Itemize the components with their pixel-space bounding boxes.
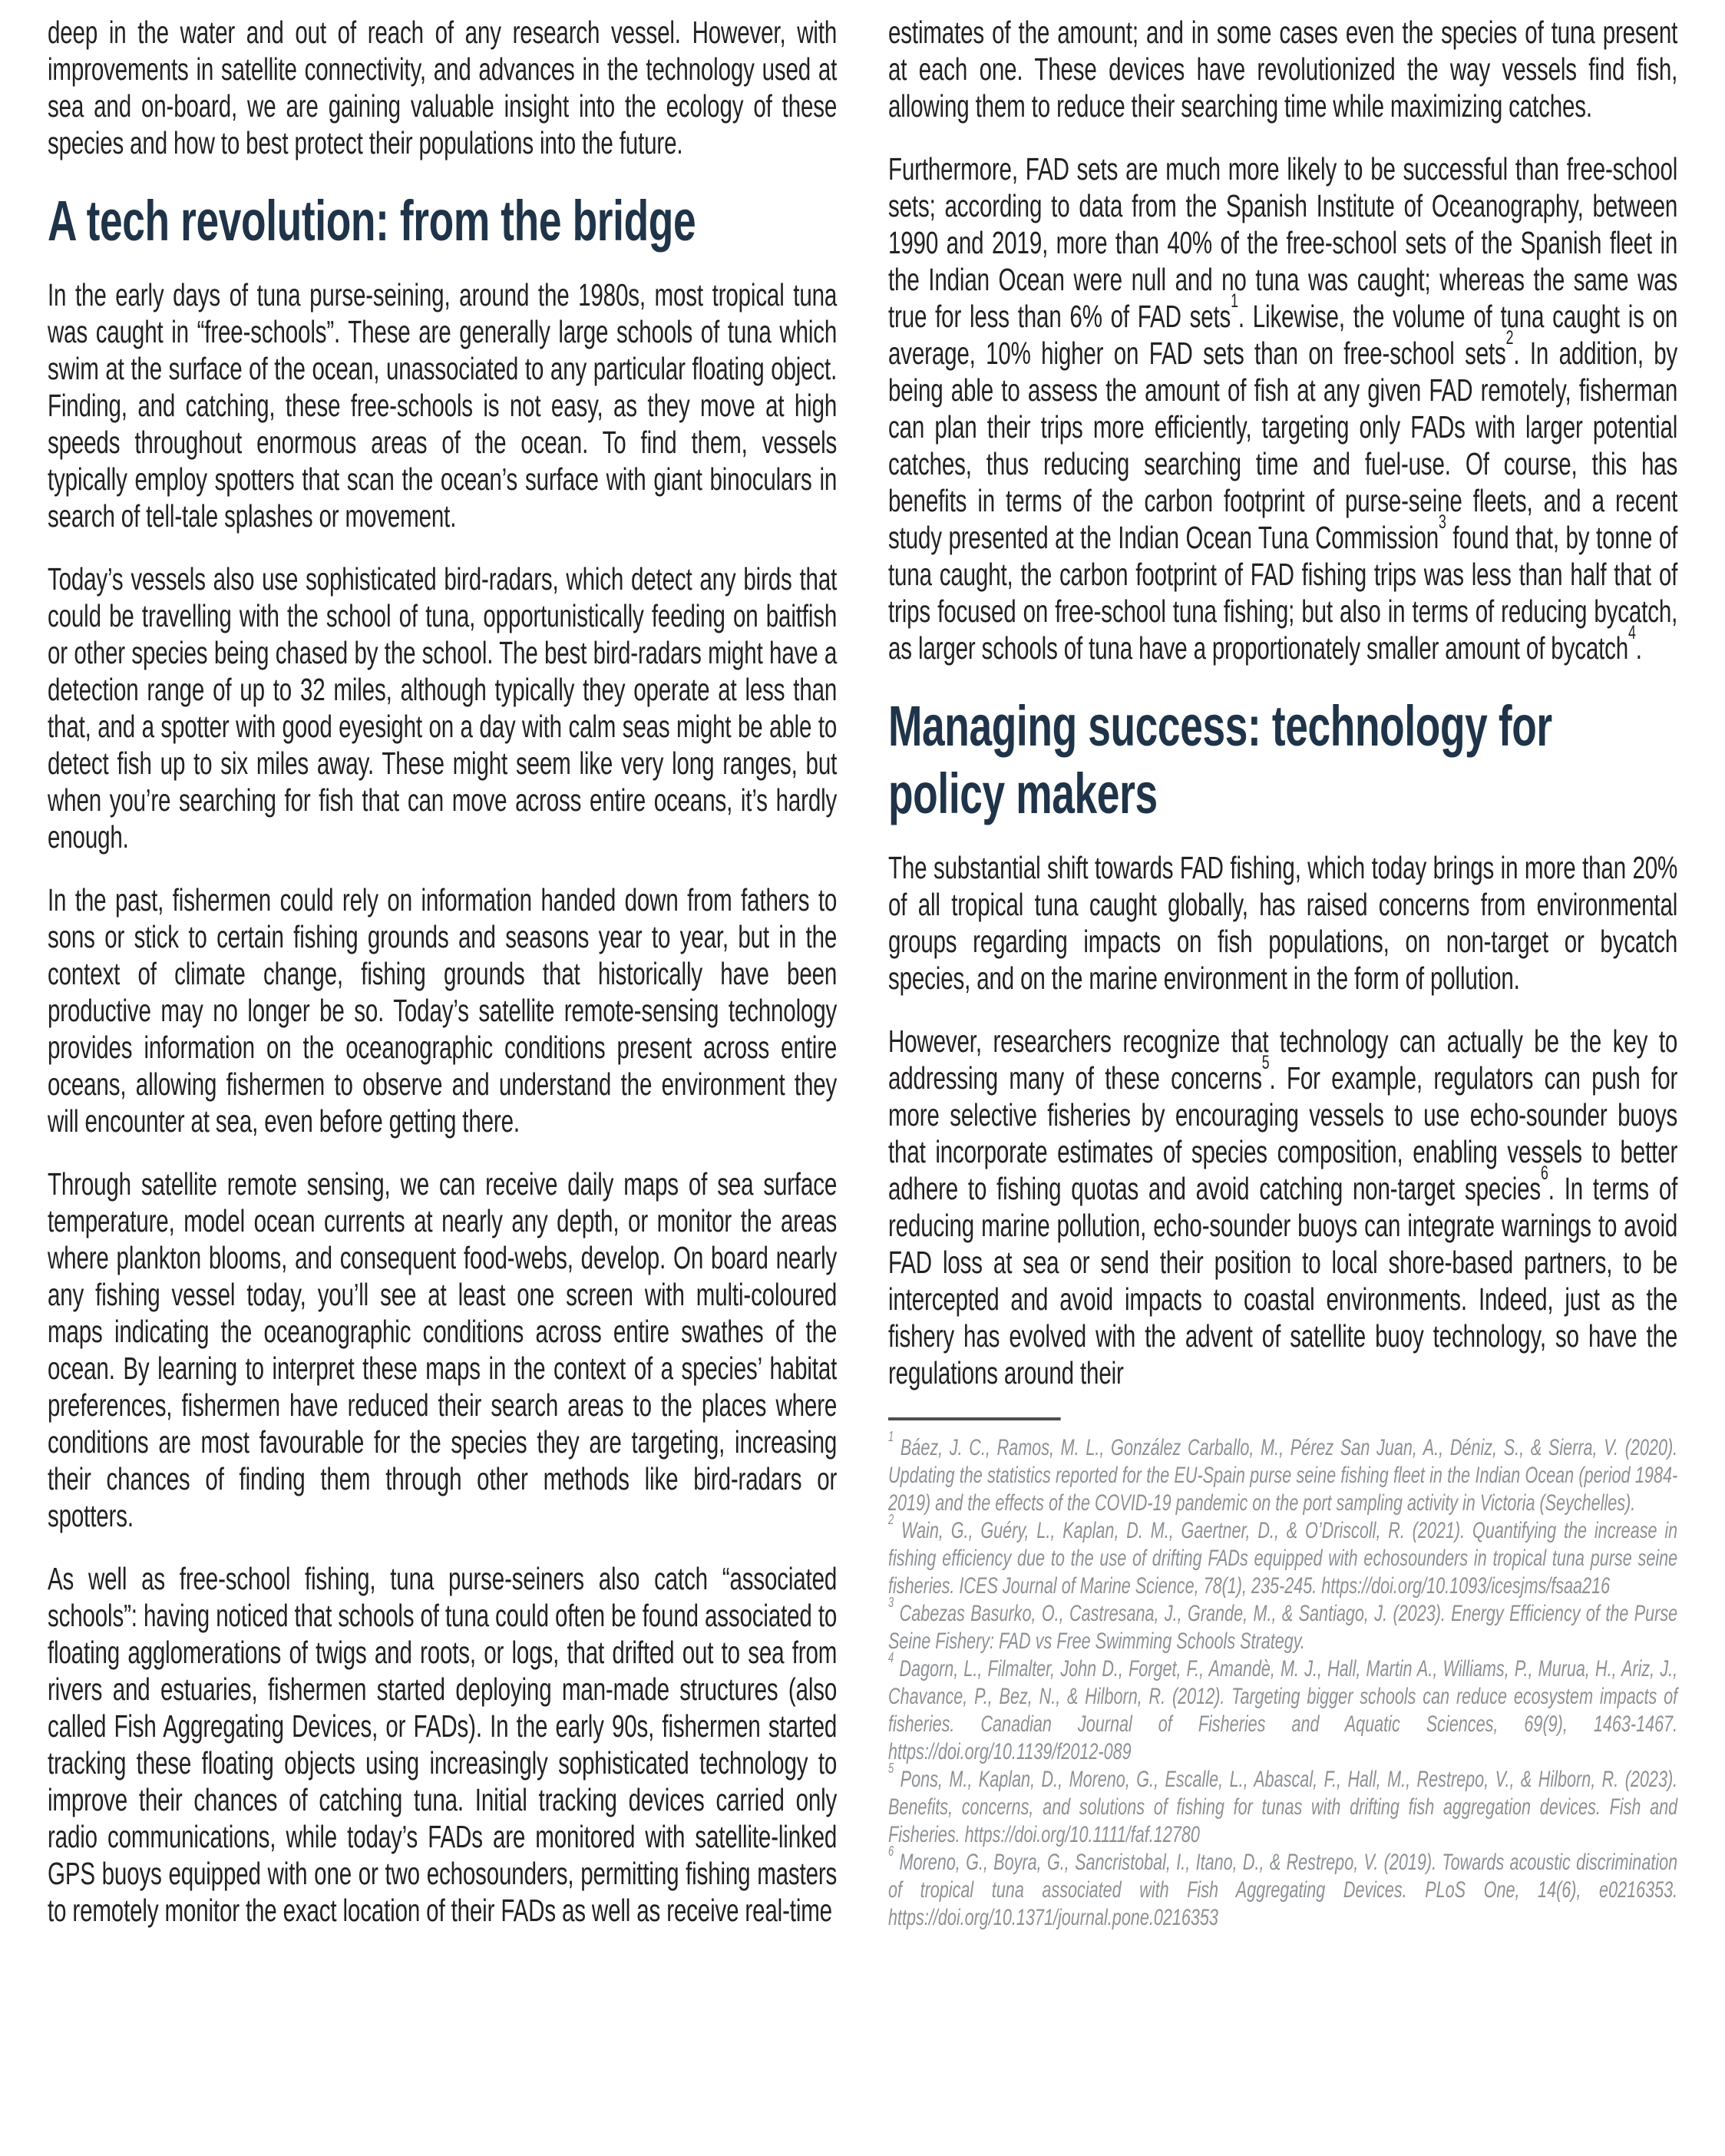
footnote-2 (888, 1511, 1678, 1600)
footnote-marker-6: 6 (888, 1843, 894, 1859)
footnote-text: Báez, J. C., Ramos, M. L., González Carballo, M., Pérez San Juan, A., Déniz, S., & Sierra, V. (2020). Updating the statistics reported for the EU-Spain purse seine fishing fleet in the Indian Ocean (period 1984-2019) and the effects of the COVID-19 pandemic on the port sampling activity in Victoria (Seychelles). (888, 1435, 1678, 1516)
footnote-text: Cabezas Basurko, O., Castresana, J., Grande, M., & Santiago, J. (2023). Energy Efficiency of the Purse Seine Fishery: FAD vs Free Swimming Schools Strategy. (888, 1601, 1678, 1654)
footnote-reference-2: 2 (1505, 328, 1514, 349)
paragraph-substantial-shift: The substantial shift towards FAD fishing, which today brings in more than 20% of all tropical tuna caught globally, has raised concerns from environmental groups regarding impacts on fish populations, on non-target or bycatch species, and on the marine environment in the form of pollution. (888, 850, 1678, 996)
footnote-reference-1: 1 (1231, 291, 1238, 312)
paragraph-estimates: estimates of the amount; and in some cases even the species of tuna present at each one. These devices have revolutionized the way vessels find fish, allowing them to reduce their searching time while maximizing catches. (888, 15, 1678, 124)
paragraph-associated-schools: As well as free-school fishing, tuna purse-seiners also catch “associated schools”: having noticed that schools of tuna could often be found associated to floating agglomerations of twigs and roots, or logs, that drifted out to sea from rivers and estuaries, fishermen started deploying man-made structures (also called Fish Aggregating Devices, or FADs). In the early 90s, fishermen started tracking these floating objects using increasingly sophisticated technology to improve their chances of catching tuna. Initial tracking devices carried only radio communications, while today’s FADs are monitored with satellite-linked GPS buoys equipped with one or two echosounders, permitting fishing masters to remotely monitor the exact location of their FADs as well as receive real-time (48, 1561, 838, 1928)
footnote-reference-6: 6 (1541, 1163, 1548, 1185)
footnote-3 (888, 1594, 1678, 1655)
footnote-reference-3: 3 (1439, 512, 1446, 534)
left-column-content (48, 0, 837, 1929)
footnote-marker-2: 2 (888, 1511, 894, 1527)
footnote-marker-3: 3 (888, 1594, 894, 1610)
paragraph-early-days: In the early days of tuna purse-seining, around the 1980s, most tropical tuna was caught in “free-schools”. These are generally large schools of tuna which swim at the surface of the ocean, unassociated to any particular floating object. Finding, and catching, these free-schools is not easy, as they move at high speeds throughout enormous areas of the ocean. To find them, vessels typically employ spotters that scan the ocean’s surface with giant binoculars in search of tell-tale splashes or movement. (48, 277, 838, 534)
paragraph-text: However, researchers recognize that technology can actually be the key to addressing many of these concerns (888, 1023, 1678, 1096)
paragraph-in-the-past: In the past, fishermen could rely on information handed down from fathers to sons or stick to certain fishing grounds and seasons year to year, but in the context of climate change, fishing grounds that historically have been productive may no longer be so. Today’s satellite remote-sensing technology provides information on the oceanographic conditions present across entire oceans, allowing fishermen to observe and understand the environment they will encounter at sea, even before getting there. (48, 882, 838, 1139)
paragraph-however (888, 1023, 1677, 1391)
paragraph-remote-sensing: Through satellite remote sensing, we can receive daily maps of sea surface temperature, model ocean currents at nearly any depth, or monitor the areas where plankton blooms, and consequent food-webs, develop. On board nearly any fishing vessel today, you’ll see at least one screen with multi-coloured maps indicating the oceanographic conditions across entire swathes of the ocean. By learning to interpret these maps in the context of a species’ habitat preferences, fishermen have reduced their search areas to the places where conditions are most favourable for the species they are targeting, increasing their chances of finding them through other methods like bird-radars or spotters. (48, 1166, 838, 1533)
footnote-6 (888, 1843, 1678, 1932)
paragraph-text: Furthermore, FAD sets are much more likely to be successful than free-school sets; according to data from the Spanish Institute of Oceanography, between 1990 and 2019, more than 40% of the free-school sets of the Spanish fleet in the Indian Ocean were null and no tuna was caught; whereas the same was true for less than 6% of FAD sets (888, 151, 1678, 334)
footnote-marker-1: 1 (888, 1428, 894, 1444)
paragraph-furthermore (888, 150, 1677, 666)
footnote-marker-5: 5 (888, 1760, 894, 1776)
footnotes-section (888, 1428, 1678, 1932)
right-column-content (888, 0, 1677, 1932)
paragraph-text: . In addition, by being able to assess the amount of fish at any given FAD remotely, fisherman can plan their trips more efficiently, targeting only FADs with larger potential catches, thus reducing searching time and fuel-use. Of course, this has benefits in terms of the carbon footprint of purse-seine fleets, and a recent study presented at the Indian Ocean Tuna Commission (888, 336, 1678, 555)
paragraph-text: found that, by tonne of tuna caught, the carbon footprint of FAD fishing trips was less than half that of trips focused on free-school tuna fishing; but also in terms of reducing bycatch, as larger schools of tuna have a proportionately smaller amount of bycatch (888, 520, 1678, 666)
footnote-4 (888, 1649, 1678, 1766)
paragraph-text: . Likewise, the volume of tuna caught is on average, 10% higher on FAD sets than on free-school sets (888, 299, 1678, 371)
paragraph-continued-from-previous-page: deep in the water and out of reach of any research vessel. However, with improvements in satellite connectivity, and advances in the technology used at sea and on-board, we are gaining valuable insight into the ecology of these species and how to best protect their populations into the future. (48, 15, 838, 160)
footnote-1 (888, 1428, 1678, 1517)
footnote-separator-rule (888, 1417, 1061, 1420)
footnote-text: Pons, M., Kaplan, D., Moreno, G., Escalle, L., Abascal, F., Hall, M., Restrepo, V., & Hilborn, R. (2023). Benefits, concerns, and solutions of fishing for tunas with drifting fish aggregation devices. Fish and Fisheries. https://doi.org/10.1111/faf.12780 (888, 1767, 1678, 1847)
right-column (888, 0, 1677, 2156)
paragraph-text: . For example, regulators can push for more selective fisheries by encouraging vessels to use echo-sounder buoys that incorporate estimates of species composition, enabling vessels to better adhere to fishing quotas and avoid catching non-target species (888, 1060, 1678, 1206)
footnote-reference-5: 5 (1261, 1053, 1270, 1074)
paragraph-bird-radars: Today’s vessels also use sophisticated bird-radars, which detect any birds that could be travelling with the school of tuna, opportunistically feeding on baitfish or other species being chased by the school. The best bird-radars might have a detection range of up to 32 miles, although typically they operate at less than that, and a spotter with good eyesight on a day with calm seas might be able to detect fish up to six miles away. These might seem like very long ranges, but when you’re searching for fish that can move across entire oceans, it’s hardly enough. (48, 561, 838, 855)
section-heading-managing-success: Managing success: technology for policy makers (888, 694, 1552, 825)
footnote-marker-4: 4 (888, 1649, 894, 1665)
section-heading-tech-revolution: A tech revolution: from the bridge (48, 189, 696, 253)
footnote-reference-4: 4 (1628, 623, 1636, 644)
paragraph-text: . In terms of reducing marine pollution, echo-sounder buoys can integrate warnings to avoid FAD loss at sea or send their position to local shore-based partners, to be intercepted and avoid impacts to coastal environments. Indeed, just as the fishery has evolved with the advent of satellite buoy technology, so have the regulations around their (888, 1171, 1678, 1390)
footnote-text: Moreno, G., Boyra, G., Sancristobal, I., Itano, D., & Restrepo, V. (2019). Towards acoustic discrimination of tropical tuna associated with Fish Aggregating Devices. PLoS One, 14(6), e0216353. https://doi.org/10.1371/journal.pone.0216353 (888, 1850, 1678, 1930)
footnote-5 (888, 1760, 1678, 1849)
footnote-text: Wain, G., Guéry, L., Kaplan, D. M., Gaertner, D., & O’Driscoll, R. (2021). Quantifying the increase in fishing efficiency due to the use of drifting FADs equipped with echosounders in tropical tuna purse seine fisheries. ICES Journal of Marine Science, 78(1), 235-245. https://doi.org/10.1093/icesjms/fsaa216 (888, 1518, 1678, 1599)
paragraph-text: . (1635, 630, 1642, 666)
footnote-text: Dagorn, L., Filmalter, John D., Forget, F., Amandè, M. J., Hall, Martin A., Williams, P., Murua, H., Ariz, J., Chavance, P., Bez, N., & Hilborn, R. (2012). Targeting bigger schools can reduce ecosystem impacts of fisheries. Canadian Journal of Fisheries and Aquatic Sciences, 69(9), 1463-1467. https://doi.org/10.1139/f2012-089 (888, 1656, 1678, 1764)
left-column (48, 0, 837, 2156)
